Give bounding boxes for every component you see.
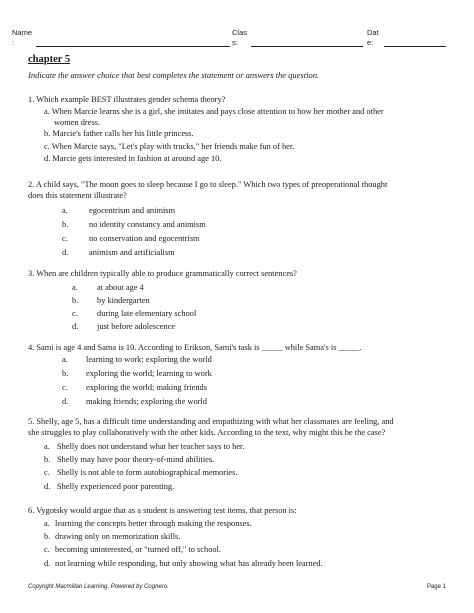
option-text: not learning while responding, but only showing what has already been learned. [55,559,323,568]
footer-page-number: Page 1 [426,584,446,590]
chapter-title: chapter 5 [28,54,71,65]
option-label: b. [62,220,69,229]
option-label: c. [62,234,68,243]
option-text: Shelly is not able to form autobiographical memories. [57,468,238,477]
question-text-line-1: 5. Shelly, age 5, has a difficult time understanding and empathizing with what her classmates are feeling, and [28,417,394,426]
option-text: exploring the world; making friends [86,383,207,392]
question-1 [28,94,452,105]
option-text: becoming uninterested, or "turned off," to school. [55,545,222,554]
date-underline[interactable] [384,46,446,47]
option-text: drawing only on memorization skills. [55,532,181,541]
question-3 [28,268,452,279]
option-text: Shelly does not understand what her teacher says to her. [57,442,245,451]
option-label: b. [44,129,51,138]
option-text: Shelly experienced poor parenting. [57,482,175,491]
option-text: learning to work; exploring the world [86,355,212,364]
question-text: 3. When are children typically able to produce grammatically correct sentences? [28,269,297,278]
option-1d[interactable] [44,153,221,164]
option-text: during late elementary school [97,309,197,318]
option-1a-continued [54,117,100,128]
option-1c[interactable] [44,141,294,152]
option-label: d. [72,322,79,331]
date-label-suffix: e: [367,38,374,47]
option-text: egocentrism and animism [89,206,176,215]
option-label: d. [44,154,51,163]
question-text: 1. Which example BEST illustrates gender schema theory? [28,95,226,104]
option-label: d. [62,248,69,257]
option-text: no identity constancy and animism [89,220,206,229]
option-text: Marcie gets interested in fashion at around age 10. [52,154,222,163]
option-text: Marcie's father calls her his little princess. [52,129,194,138]
option-label: c. [44,545,50,554]
question-text-line-2: does this statement illustrate? [28,191,127,200]
option-1b[interactable] [44,128,194,139]
option-text: When Marcie learns she is a girl, she imitates and pays close attention to how her mother and other [51,107,384,116]
option-text: exploring the world; learning to work [86,369,212,378]
option-1a[interactable] [44,106,384,117]
question-text-line-2: she struggles to play collaboratively with the other kids. According to the text, why might this be the case? [28,428,386,437]
option-text: When Marcie says, "Let's play with trucks," her friends make fun of her. [51,142,295,151]
name-label: Name [12,28,33,37]
option-label: a. [44,442,50,451]
option-label: b. [72,296,79,305]
option-label: c. [62,383,68,392]
option-label: c. [72,309,78,318]
option-text: Shelly may have poor theory-of-mind abilities. [57,455,215,464]
option-label: d. [62,397,69,406]
question-2 [28,179,452,201]
footer-copyright: Copyright Macmillan Learning. Powered by Cognero. [28,584,169,590]
name-underline[interactable] [36,46,230,47]
option-label: b. [44,532,51,541]
option-label: d. [44,482,51,491]
class-underline[interactable] [251,46,363,47]
option-text: at about age 4 [97,283,144,292]
question-6 [28,505,452,516]
date-label: Dat [367,28,379,37]
question-text: 4. Sami is age 4 and Sama is 10. According to Erikson, Sami's task is _____ while Sama's is _____. [28,343,362,352]
instructions: Indicate the answer choice that best completes the statement or answers the question. [28,70,320,80]
question-5 [28,416,452,438]
question-4 [28,342,452,353]
option-text: making friends; exploring the world [86,397,207,406]
option-label: a. [62,355,68,364]
option-text: just before adolescence [97,322,176,331]
option-text: by kindergarten [97,296,150,305]
option-text: no conservation and egocentrism [89,234,200,243]
option-label: a. [72,283,78,292]
question-text: 6. Vygotsky would argue that as a student is answering test items, that person is: [28,506,297,515]
option-label: c. [44,142,50,151]
class-label-suffix: s: [232,38,238,47]
option-label: d. [44,559,51,568]
option-label: b. [62,369,69,378]
option-label: a. [62,206,68,215]
option-text: animism and artificialism [89,248,175,257]
option-label: b. [44,455,51,464]
name-colon: : [12,38,15,47]
option-label: c. [44,468,50,477]
option-text: learning the concepts better through making the responses. [55,519,252,528]
option-label: a. [44,519,50,528]
class-label: Clas [232,28,248,37]
question-text-line-1: 2. A child says, "The moon goes to sleep because I go to sleep." Which two types of preoperational thought [28,180,388,189]
option-text: women dress. [54,118,101,127]
option-label: a. [44,107,50,116]
